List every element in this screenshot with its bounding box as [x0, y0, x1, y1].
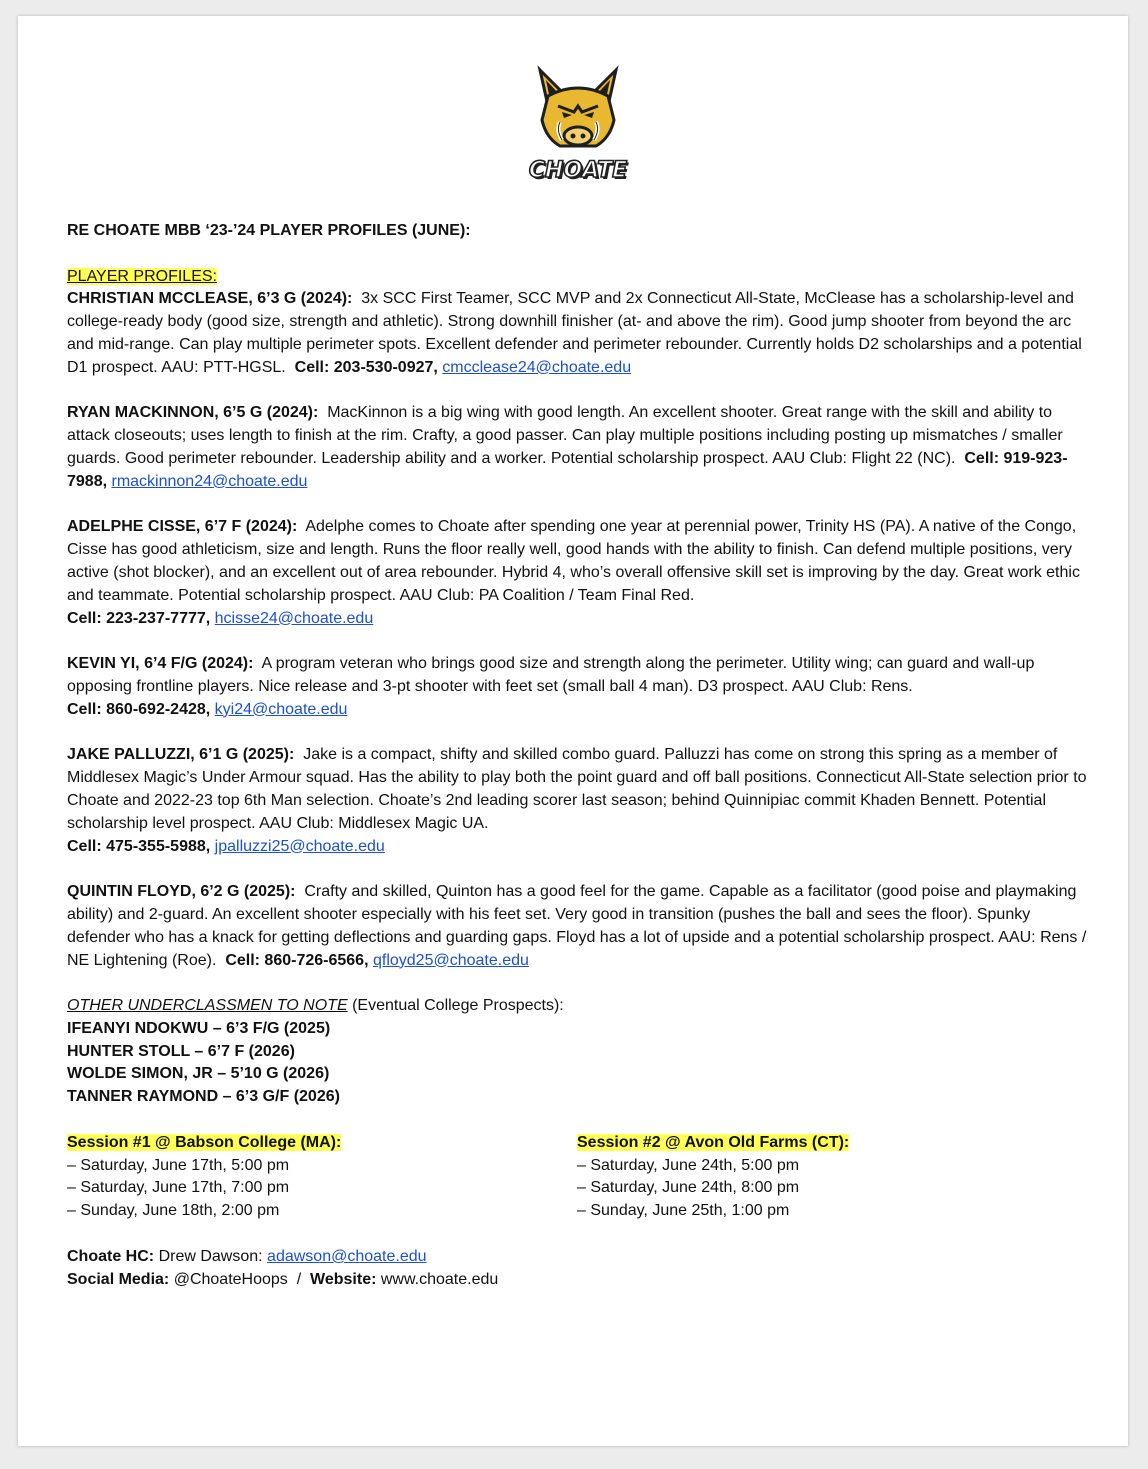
profile-email-link[interactable]: jpalluzzi25@choate.edu [214, 837, 385, 855]
profile-body: 3x SCC First Teamer, SCC MVP and 2x Connecticut All-State, McClease has a scholarship-level and college-ready body (good size, strength and athletic). Strong downhill finisher (at- and above the rim). Good jump shooter from beyond the arc and mid-range. Can play multiple perimeter spots. Excellent defender and perimeter rebounder. Currently holds D2 scholarships and a potential D1 prospect. AAU: PTT-HGSL. [67, 290, 1082, 376]
profile-mcclease [67, 288, 1087, 379]
session-babson [67, 1132, 577, 1223]
list-item: IFEANYI NDOKWU – 6’3 F/G (2025) [67, 1019, 331, 1037]
website-label: Website: [310, 1270, 377, 1288]
list-item: WOLDE SIMON, JR – 5’10 G (2026) [67, 1065, 330, 1083]
profile-email-link[interactable]: hcisse24@choate.edu [214, 609, 374, 627]
other-underclassmen-note: (Eventual College Prospects): [352, 997, 564, 1015]
profile-cisse [67, 516, 1087, 630]
profile-body: Jake is a compact, shifty and skilled combo guard. Palluzzi has come on strong this spring as a member of Middlesex Magic’s Under Armour squad. Has the ability to play both the point guard and off ball positions. Connecticut All-State selection prior to Choate and 2022-23 top 6th Man selection. Choate’s 2nd leading scorer last season; behind Quinnipiac commit Khaden Bennett. Potential scholarship level prospect. AAU Club: Middlesex Magic UA. [67, 746, 1087, 832]
hc-email-link[interactable]: adawson@choate.edu [267, 1247, 427, 1265]
profile-heading: KEVIN YI, 6’4 F/G (2024): [67, 655, 254, 673]
document-title: RE CHOATE MBB ‘23-’24 PLAYER PROFILES (JUNE): [67, 222, 471, 239]
profile-cell: Cell: 860-726-6566, [225, 951, 369, 969]
profile-body: MacKinnon is a big wing with good length. An excellent shooter. Great range with the skill and ability to attack closeouts; uses length to finish at the rim. Crafty, a good passer. Can play multiple positions including posting up mismatches / smaller guards. Good perimeter rebounder. Leadership ability and a worker. Potential scholarship prospect. AAU Club: Flight 22 (NC). [67, 404, 1063, 467]
other-underclassmen-list [67, 1018, 1087, 1109]
head-coach-line [67, 1246, 1087, 1269]
session-avon [577, 1132, 1087, 1223]
session-time: – Saturday, June 24th, 8:00 pm [577, 1179, 800, 1197]
session-heading: Session #2 @ Avon Old Farms (CT): [577, 1133, 850, 1151]
session-time: – Sunday, June 25th, 1:00 pm [577, 1202, 790, 1220]
profile-body: Adelphe comes to Choate after spending one year at perennial power, Trinity HS (PA). A native of the Congo, Cisse has good athleticism, size and length. Runs the floor really well, good hands with the ability to finish. Can defend multiple positions, very active (shot blocker), and an excellent out of area rebounder. Hybrid 4, who’s overall offensive skill set is improving by the day. Great work ethic and teammate. Potential scholarship prospect. AAU Club: PA Coalition / Team Final Red. [67, 518, 1080, 604]
profile-heading: QUINTIN FLOYD, 6’2 G (2025): [67, 883, 296, 901]
profile-heading: CHRISTIAN MCCLEASE, 6’3 G (2024): [67, 290, 353, 308]
profile-body: A program veteran who brings good size and strength along the perimeter. Utility wing; can guard and wall-up opposing frontline players. Nice release and 3-pt shooter with feet set (small ball 4 man). D3 prospect. AAU Club: Rens. [67, 655, 1035, 695]
profile-cell: Cell: 919-923-7988, [67, 449, 1068, 490]
list-item: HUNTER STOLL – 6’7 F (2026) [67, 1042, 295, 1060]
social-label: Social Media: [67, 1270, 170, 1288]
profile-mackinnon [67, 402, 1087, 493]
session-time: – Saturday, June 17th, 5:00 pm [67, 1156, 290, 1174]
boar-head-icon [518, 60, 638, 160]
choate-boar-logo [518, 60, 638, 190]
profile-cell: Cell: 223-237-7777, [67, 609, 211, 627]
profile-email-link[interactable]: qfloyd25@choate.edu [372, 951, 529, 969]
hc-name: Drew Dawson: [158, 1247, 263, 1265]
session-time: – Saturday, June 17th, 7:00 pm [67, 1179, 290, 1197]
player-profiles-heading: PLAYER PROFILES: [67, 267, 217, 285]
profile-yi [67, 653, 1087, 721]
profile-cell: Cell: 203-530-0927, [294, 358, 438, 376]
profile-email-link[interactable]: kyi24@choate.edu [214, 700, 348, 718]
profile-heading: RYAN MACKINNON, 6’5 G (2024): [67, 404, 319, 422]
document-page [18, 16, 1128, 1446]
website-value: www.choate.edu [380, 1270, 499, 1288]
profile-palluzzi [67, 744, 1087, 858]
social-line [67, 1269, 1087, 1292]
separator: / [296, 1270, 302, 1288]
profile-floyd [67, 881, 1087, 972]
sessions-section [67, 1132, 1087, 1223]
other-underclassmen-heading: OTHER UNDERCLASSMEN TO NOTE (Eventual College Prospects): [67, 997, 564, 1015]
social-handle: @ChoateHoops [173, 1270, 288, 1288]
profile-heading: JAKE PALLUZZI, 6’1 G (2025): [67, 746, 295, 764]
document-body [67, 220, 1087, 1291]
profile-email-link[interactable]: rmackinnon24@choate.edu [111, 472, 308, 490]
session-heading: Session #1 @ Babson College (MA): [67, 1133, 342, 1151]
logo-wordmark: CHOATE [528, 158, 628, 183]
profile-heading: ADELPHE CISSE, 6’7 F (2024): [67, 518, 298, 536]
profile-email-link[interactable]: cmcclease24@choate.edu [442, 358, 632, 376]
profile-body: Crafty and skilled, Quinton has a good feel for the game. Capable as a facilitator (good poise and playmaking ability) and 2-guard. An excellent shooter especially with his feet set. Very good in transition (pushes the ball and sees the floor). Spunky defender who has a knack for getting deflections and guarding gaps. Floyd has a lot of upside and a potential scholarship prospect. AAU: Rens / NE Lightening (Roe). [67, 883, 1087, 969]
hc-label: Choate HC: [67, 1247, 155, 1265]
session-time: – Saturday, June 24th, 5:00 pm [577, 1156, 800, 1174]
contact-footer [67, 1246, 1087, 1292]
profile-cell: Cell: 475-355-5988, [67, 837, 211, 855]
profile-cell: Cell: 860-692-2428, [67, 700, 211, 718]
session-time: – Sunday, June 18th, 2:00 pm [67, 1202, 280, 1220]
list-item: TANNER RAYMOND – 6’3 G/F (2026) [67, 1088, 340, 1106]
profiles-list [67, 288, 1087, 972]
